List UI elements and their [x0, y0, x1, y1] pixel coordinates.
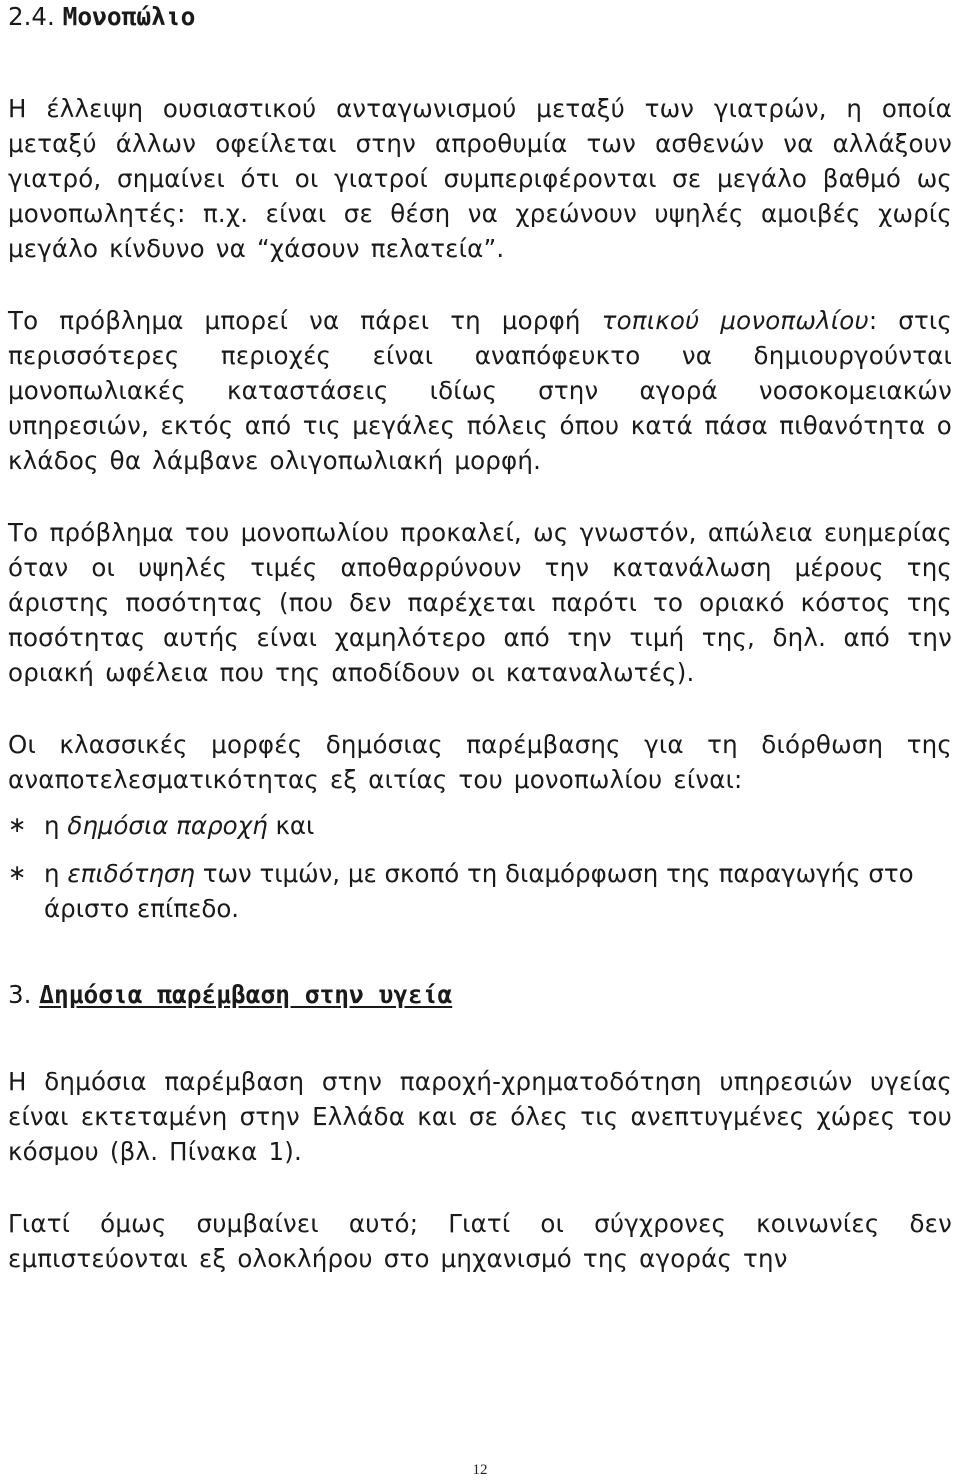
emphasis-local-monopoly: τοπικού μονοπωλίου: [601, 306, 869, 335]
list-item-text: των τιμών, με σκοπό τη διαμόρφωση της παραγωγής στο άριστο επίπεδο.: [44, 859, 914, 923]
paragraph-text: : στις περισσότερες περιοχές είναι αναπόφευκτο να δημιουργούνται μονοπωλιακές καταστάσεις ιδίως στην αγορά νοσοκομειακών υπηρεσιών, εκτός από τις μεγάλες πόλεις όπου κατά πάσα πιθανότητα ο κλάδος θα λάμβανε ολιγοπωλιακή μορφή.: [8, 306, 952, 475]
paragraph-text: Το πρόβλημα μπορεί να πάρει τη μορφή: [8, 306, 602, 335]
paragraph-welfare-loss: Το πρόβλημα του μονοπωλίου προκαλεί, ως γνωστόν, απώλεια ευημερίας όταν οι υψηλές τιμές αποθαρρύνουν την κατανάλωση μέρους της άριστης ποσότητας (που δεν παρέχεται παρότι το οριακό κόστος της ποσότητας αυτής είναι χαμηλότερο από την τιμή της, δηλ. από την οριακή ωφέλεια που της αποδίδουν οι καταναλωτές).: [8, 518, 952, 687]
list-item-text: και: [267, 811, 315, 840]
paragraph-doctors-competition: Η έλλειψη ουσιαστικού ανταγωνισμού μεταξύ των γιατρών, η οποία μεταξύ άλλων οφείλεται στην απροθυμία των ασθενών να αλλάξουν γιατρό, σημαίνει ότι οι γιατροί συμπεριφέρονται σε μεγάλο βαθμό ως μονοπωλητές: π.χ. είναι σε θέση να χρεώνουν υψηλές αμοιβές χωρίς μεγάλο κίνδυνο να “χάσουν πελατεία”.: [8, 94, 952, 263]
section-number: 2.4.: [8, 2, 55, 31]
document-page: [8, 0, 952, 1276]
emphasis-public-provision: δημόσια παροχή: [67, 811, 268, 840]
section-title: Δημόσια παρέμβαση στην υγεία: [39, 980, 453, 1009]
intervention-list: [8, 808, 952, 926]
section-title: Μονοπώλιο: [62, 2, 196, 31]
section-heading-monopoly: [8, 0, 952, 34]
list-item-text: η: [44, 859, 68, 888]
asterisk-bullet-icon: ∗: [8, 861, 27, 886]
section-number: 3.: [8, 980, 32, 1009]
paragraph-public-intervention-extent: Η δημόσια παρέμβαση στην παροχή-χρηματοδότηση υπηρεσιών υγείας είναι εκτεταμένη στην Ελλάδα και σε όλες τις ανεπτυγμένες χώρες του κόσμου (βλ. Πίνακα 1).: [8, 1067, 952, 1166]
list-item-text: η: [44, 811, 68, 840]
paragraph-local-monopoly: [8, 303, 952, 478]
paragraph-why-question: Γιατί όμως συμβαίνει αυτό; Γιατί οι σύγχρονες κοινωνίες δεν εμπιστεύονται εξ ολοκλήρου στο μηχανισμό της αγοράς την: [8, 1209, 952, 1273]
page-number: 12: [472, 1462, 488, 1478]
paragraph-intervention-forms: Οι κλασσικές μορφές δημόσιας παρέμβασης για τη διόρθωση της αναποτελεσματικότητας εξ αιτίας του μονοπωλίου είναι:: [8, 730, 952, 794]
section-heading-public-intervention: [8, 978, 952, 1012]
list-item: [8, 808, 952, 843]
asterisk-bullet-icon: ∗: [8, 813, 27, 838]
emphasis-subsidy: επιδότηση: [67, 859, 195, 888]
list-item: [8, 856, 952, 926]
